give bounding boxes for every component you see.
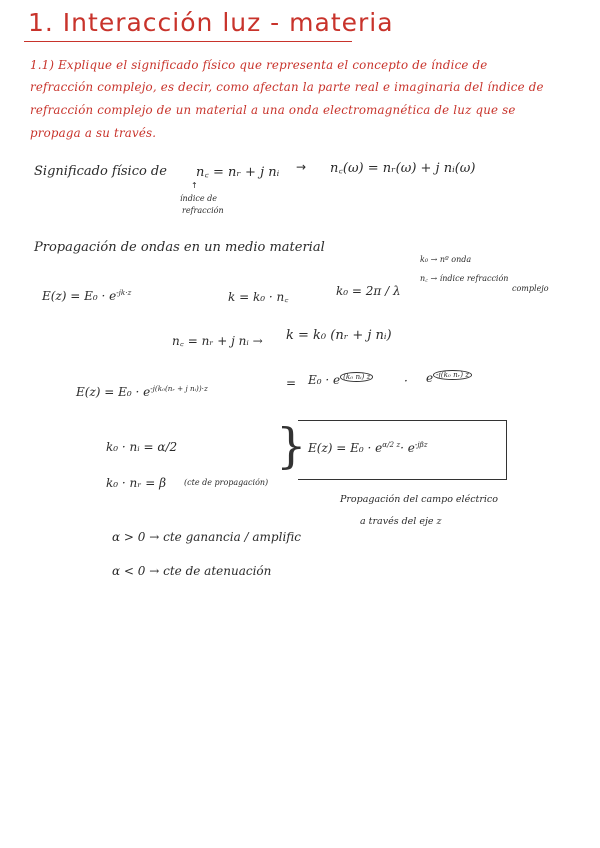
question-line-1: 1.1) Explique el significado físico que representa el concepto de índice de xyxy=(30,58,488,72)
boxed-equation-exponent-2: -jβz xyxy=(414,440,428,449)
boxed-equation-dot: · e xyxy=(400,441,415,455)
question-line-4: propaga a su través. xyxy=(30,126,157,140)
wavevector-equation: k = k₀ · n꜀ xyxy=(228,290,289,304)
propagation-heading: Propagación de ondas en un medio material xyxy=(34,240,325,255)
meaning-note-line-1: índice de xyxy=(180,194,218,203)
caption-line-2: a través del eje z xyxy=(360,516,442,527)
field-expanded-rhs-2 xyxy=(426,370,472,385)
meaning-note-line-2: refracción xyxy=(182,206,224,215)
field-expanded-rhs-exponent-1: (k₀ nᵢ) z xyxy=(340,372,373,382)
field-expanded-equals: = xyxy=(286,376,297,390)
field-equation-base: E(z) = E₀ · e xyxy=(42,289,117,303)
field-expanded-rhs-base: E₀ · e xyxy=(308,373,341,387)
meaning-label: Significado físico de xyxy=(34,164,167,179)
title-underline xyxy=(24,41,352,42)
attenuation-condition: α < 0 → cte de atenuación xyxy=(112,564,272,578)
page-title: 1. Interacción luz - materia xyxy=(28,8,394,37)
field-expanded-exponent: -j(k₀(nᵣ + j nᵢ))·z xyxy=(150,384,208,393)
question-line-2: refracción complejo, es decir, como afectan la parte real e imaginaria del índice de xyxy=(30,80,544,94)
definitions-brace: } xyxy=(276,418,307,474)
caption-line-1: Propagación del campo eléctrico xyxy=(340,494,498,505)
boxed-equation xyxy=(308,440,428,455)
meaning-equation-omega: n꜀(ω) = nᵣ(ω) + j nᵢ(ω) xyxy=(330,161,476,176)
field-expanded-rhs-base-2: e xyxy=(426,371,434,385)
field-expanded-dot: · xyxy=(404,374,408,388)
field-expanded-rhs-1 xyxy=(308,372,373,387)
question-line-3: refracción complejo de un material a una onda electromagnética de luz que se xyxy=(30,103,516,117)
meaning-arrow: → xyxy=(296,160,307,174)
alpha-definition: k₀ · nᵢ = α/2 xyxy=(106,440,178,454)
beta-definition: k₀ · nᵣ = β xyxy=(106,476,167,490)
k0-equation: k₀ = 2π / λ xyxy=(336,284,401,298)
boxed-equation-base: E(z) = E₀ · e xyxy=(308,441,383,455)
meaning-equation: n꜀ = nᵣ + j nᵢ xyxy=(196,165,280,180)
field-expanded-base: E(z) = E₀ · e xyxy=(76,385,151,399)
meaning-note-arrow: ↑ xyxy=(191,181,198,190)
field-equation-exponent: -jk·z xyxy=(116,288,132,297)
complex-index-equation: n꜀ = nᵣ + j nᵢ → xyxy=(172,334,263,348)
field-equation xyxy=(42,288,131,303)
field-expanded-equation xyxy=(76,384,208,399)
propagation-note-nc: n꜀ → índice refracción xyxy=(420,274,509,283)
beta-note: (cte de propagación) xyxy=(184,478,269,487)
propagation-note-k0: k₀ → nº onda xyxy=(420,255,472,264)
gain-condition: α > 0 → cte ganancia / amplific xyxy=(112,530,302,544)
field-expanded-rhs-exponent-2: -j(k₀ nᵣ) z xyxy=(433,370,472,380)
boxed-equation-exponent-1: α/2 z xyxy=(382,440,401,449)
k-expanded-equation: k = k₀ (nᵣ + j nᵢ) xyxy=(286,328,392,343)
propagation-note-nc-2: complejo xyxy=(512,284,549,293)
